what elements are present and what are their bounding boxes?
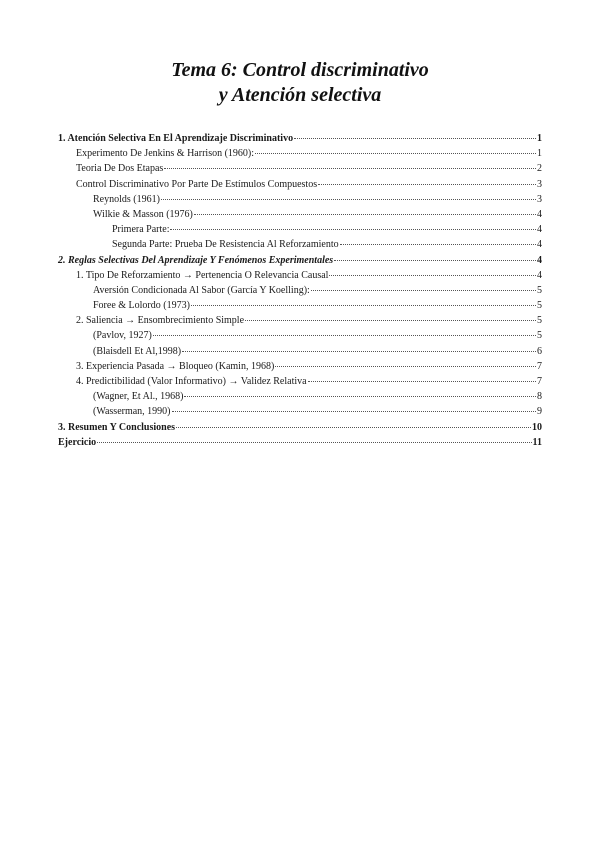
dot-leader	[329, 266, 536, 276]
dot-leader	[182, 342, 536, 352]
dot-leader	[191, 296, 536, 306]
toc-page-number: 7	[537, 376, 542, 387]
dot-leader	[340, 235, 536, 245]
toc-page-number: 4	[537, 224, 542, 236]
toc-page-number: 8	[537, 391, 542, 403]
dot-leader	[170, 220, 536, 230]
toc-entry-text: Wilkie & Masson (1976)	[93, 208, 193, 220]
toc-entry-text: Reynolds (1961)	[93, 193, 160, 205]
toc-entry-text: 4. Predictibilidad (Valor Informativo) → Validez Relativa	[76, 376, 307, 387]
dot-leader	[194, 205, 536, 215]
dot-leader	[245, 311, 536, 321]
toc-page-number: 3	[537, 193, 542, 205]
toc-page-number: 11	[532, 436, 542, 448]
toc-page-number: 5	[537, 284, 542, 296]
toc-page-number: 9	[537, 406, 542, 418]
toc-page-number: 4	[537, 239, 542, 251]
toc-entry-text: (Blaisdell Et Al,1998)	[93, 345, 182, 357]
toc-entry-text: Primera Parte:	[112, 224, 170, 236]
toc-entry-text: Experimento De Jenkins & Harrison (1960):	[76, 148, 255, 160]
toc-page-number: 5	[537, 315, 542, 327]
document-title	[0, 58, 600, 108]
dot-leader	[308, 372, 536, 382]
toc-entry-text: 2. Saliencia → Ensombrecimiento Simple	[76, 315, 245, 327]
toc-entry-text: (Pavlov, 1927)	[93, 330, 152, 342]
toc-entry-text: 3. Resumen Y Conclusiones	[58, 421, 176, 433]
toc-entry-text: Ejercicio	[58, 436, 97, 448]
toc-page-number: 6	[537, 345, 542, 357]
dot-leader	[176, 418, 531, 428]
dot-leader	[255, 144, 536, 154]
dot-leader	[184, 387, 536, 397]
dot-leader	[161, 190, 536, 200]
title-line-1: Tema 6: Control discriminativo	[171, 59, 429, 81]
toc-entry-text: 1. Atención Selectiva En El Aprendizaje Discriminativo	[58, 133, 294, 144]
toc-page-number: 2	[537, 163, 542, 175]
dot-leader	[311, 281, 536, 291]
toc-entry-text: Foree & Lolordo (1973)	[93, 300, 190, 312]
toc-entry-text: Aversión Condicionada Al Sabor (García Y Koelling):	[93, 284, 310, 296]
toc-entry-text: Teoria De Dos Etapas	[76, 163, 164, 175]
toc-entry-text: 1. Tipo De Reforzamiento → Pertenencia O Relevancia Causal	[76, 269, 329, 281]
toc-page-number: 5	[537, 330, 542, 342]
toc-entry-text: 3. Experiencia Pasada → Bloqueo (Kamin, 1968)	[76, 360, 275, 372]
dot-leader	[318, 175, 536, 185]
toc-page-number: 4	[537, 208, 542, 220]
toc-entry-text: Control Discriminativo Por Parte De Estímulos Compuestos	[76, 178, 318, 190]
toc-page-number: 7	[537, 360, 542, 372]
dot-leader	[164, 159, 536, 169]
dot-leader	[153, 326, 536, 336]
dot-leader	[334, 251, 536, 261]
toc-page-number: 3	[537, 178, 542, 190]
toc-entry-text: (Wasserman, 1990)	[93, 406, 171, 418]
toc-page-number: 4	[537, 254, 542, 266]
toc-entry[interactable]	[58, 435, 542, 450]
dot-leader	[294, 129, 536, 139]
toc-page-number: 10	[532, 421, 542, 433]
title-line-2: y Atención selectiva	[218, 84, 382, 106]
toc-page-number: 1	[537, 148, 542, 160]
toc-entry-text: 2. Reglas Selectivas Del Aprendizaje Y Fenómenos Experimentales	[58, 254, 334, 266]
toc-page-number: 5	[537, 300, 542, 312]
toc-page-number: 4	[537, 269, 542, 281]
table-of-contents	[58, 131, 542, 450]
toc-entry-text: Segunda Parte: Prueba De Resistencia Al Reforzamiento	[112, 239, 339, 251]
toc-page-number: 1	[537, 133, 542, 144]
toc-entry-text: (Wagner, Et Al., 1968)	[93, 391, 184, 403]
dot-leader	[275, 357, 536, 367]
dot-leader	[97, 433, 531, 443]
dot-leader	[172, 402, 536, 412]
